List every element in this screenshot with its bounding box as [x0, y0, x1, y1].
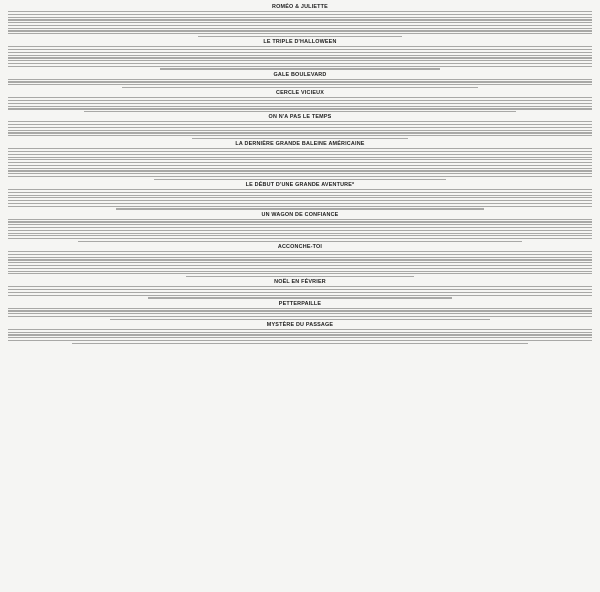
text-rule	[8, 286, 592, 287]
song-section	[8, 114, 592, 139]
song-section	[8, 279, 592, 298]
text-rule	[8, 63, 592, 64]
text-rules	[8, 251, 592, 277]
text-rule	[8, 60, 592, 61]
text-rules	[8, 308, 592, 320]
song-title: ACCONCHE-TOI	[277, 244, 323, 251]
text-rule	[8, 57, 592, 58]
text-rules	[8, 148, 592, 180]
text-rule	[72, 343, 528, 344]
song-section	[8, 90, 592, 112]
text-rule	[8, 206, 592, 207]
song-title: ROMÉO & JULIETTE	[272, 4, 328, 10]
text-rules	[8, 329, 592, 344]
text-rule	[8, 127, 592, 128]
text-rule	[8, 316, 592, 317]
song-section	[8, 39, 592, 69]
text-rule	[8, 313, 592, 314]
text-rule	[8, 165, 592, 166]
text-rule	[8, 273, 592, 274]
text-rule	[8, 259, 592, 260]
song-title: CERCLE VICIEUX	[275, 90, 325, 97]
text-rules	[8, 121, 592, 139]
text-rule	[8, 334, 592, 335]
text-rules	[8, 189, 592, 210]
text-rule	[8, 308, 592, 309]
text-rules	[8, 11, 592, 37]
text-rules	[8, 97, 592, 112]
text-rule	[8, 332, 592, 333]
text-rule	[8, 49, 592, 50]
text-rules	[8, 286, 592, 298]
text-rule	[8, 168, 592, 169]
text-rule	[8, 292, 592, 293]
text-rule	[116, 208, 484, 209]
song-section	[8, 4, 592, 37]
song-title: GALE BOULEVARD	[273, 71, 327, 78]
text-rule	[110, 319, 490, 320]
text-rule	[8, 337, 592, 338]
text-rule	[8, 289, 592, 290]
song-title: PETTERPAILLE	[278, 300, 322, 307]
text-rule	[8, 162, 592, 163]
text-rule	[8, 30, 592, 31]
text-rule	[8, 310, 592, 311]
text-rule	[8, 230, 592, 231]
lyrics-sheet	[8, 4, 592, 588]
song-section	[8, 322, 592, 344]
text-rule	[8, 19, 592, 20]
text-rule	[8, 28, 592, 29]
text-rule	[8, 219, 592, 220]
text-rule	[8, 97, 592, 98]
song-section	[8, 301, 592, 320]
text-rule	[186, 276, 414, 277]
text-rule	[84, 111, 516, 112]
text-rule	[8, 11, 592, 12]
text-rule	[8, 235, 592, 236]
text-rule	[8, 203, 592, 204]
text-rules	[8, 219, 592, 242]
text-rule	[8, 52, 592, 53]
text-rule	[8, 148, 592, 149]
text-rule	[8, 192, 592, 193]
text-rule	[8, 221, 592, 222]
text-rule	[8, 130, 592, 131]
text-rule	[8, 66, 592, 67]
text-rule	[8, 170, 592, 171]
song-title: LE TRIPLE D'HALLOWEEN	[263, 39, 337, 46]
text-rule	[8, 224, 592, 225]
text-rule	[78, 241, 522, 242]
text-rule	[8, 55, 592, 56]
text-rule	[8, 14, 592, 15]
song-title: NOËL EN FÉVRIER	[274, 279, 326, 286]
text-rule	[122, 87, 478, 88]
text-rule	[8, 257, 592, 258]
text-rule	[148, 297, 452, 298]
text-rule	[8, 227, 592, 228]
text-rule	[8, 154, 592, 155]
text-rule	[8, 195, 592, 196]
text-rule	[8, 254, 592, 255]
text-rule	[160, 68, 440, 69]
song-title: LA DERNIÈRE GRANDE BALEINE AMÉRICAINE	[235, 141, 365, 148]
sections-container	[8, 4, 592, 344]
text-rule	[8, 268, 592, 269]
text-rule	[8, 124, 592, 125]
song-title: UN WAGON DE CONFIANCE	[261, 211, 339, 218]
text-rule	[8, 121, 592, 122]
text-rule	[8, 151, 592, 152]
song-title: ON N'A PAS LE TEMPS	[268, 114, 332, 121]
text-rule	[8, 33, 592, 34]
text-rule	[8, 46, 592, 47]
text-rule	[8, 200, 592, 201]
text-rule	[192, 138, 408, 139]
text-rule	[8, 103, 592, 104]
text-rule	[8, 108, 592, 109]
text-rule	[8, 84, 592, 85]
text-rule	[8, 329, 592, 330]
text-rule	[8, 189, 592, 190]
text-rule	[8, 25, 592, 26]
song-section	[8, 244, 592, 277]
text-rule	[8, 340, 592, 341]
text-rule	[8, 197, 592, 198]
text-rule	[8, 81, 592, 82]
text-rule	[8, 100, 592, 101]
text-rule	[8, 106, 592, 107]
text-rule	[8, 173, 592, 174]
text-rule	[8, 238, 592, 239]
text-rule	[8, 251, 592, 252]
song-section	[8, 182, 592, 210]
text-rule	[8, 271, 592, 272]
song-section	[8, 212, 592, 242]
text-rule	[154, 179, 446, 180]
text-rule	[8, 132, 592, 133]
text-rule	[8, 295, 592, 296]
text-rule	[8, 233, 592, 234]
text-rule	[8, 79, 592, 80]
song-title: MYSTÈRE DU PASSAGE	[266, 321, 334, 328]
text-rule	[198, 36, 402, 37]
song-title: LE DÉBUT D'UNE GRANDE AVENTURE*	[245, 181, 355, 188]
text-rules	[8, 46, 592, 69]
song-section	[8, 141, 592, 180]
text-rule	[8, 176, 592, 177]
text-rule	[8, 262, 592, 263]
song-section	[8, 72, 592, 89]
text-rule	[8, 17, 592, 18]
text-rule	[8, 265, 592, 266]
text-rules	[8, 79, 592, 89]
text-rule	[8, 157, 592, 158]
text-rule	[8, 22, 592, 23]
text-rule	[8, 135, 592, 136]
text-rule	[8, 159, 592, 160]
